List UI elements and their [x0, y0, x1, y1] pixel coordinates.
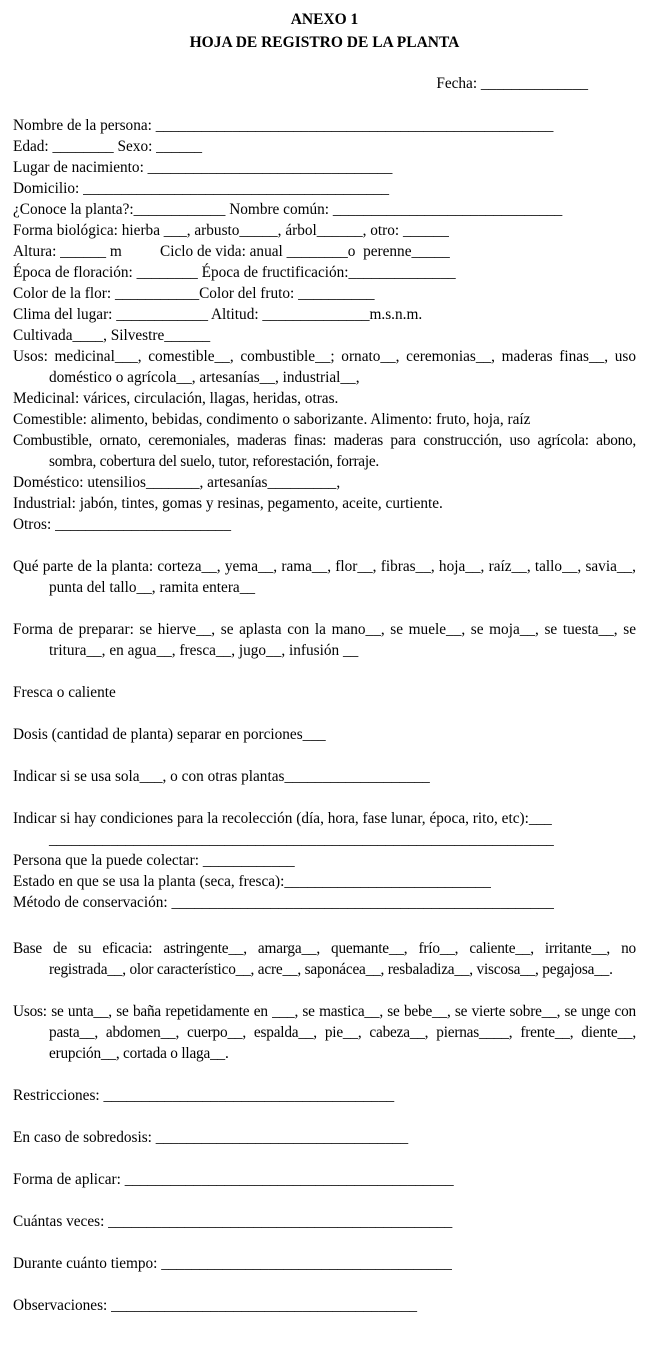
fuel-line: Combustible, ornato, ceremoniales, maderas finas: maderas para construcción, uso agrícola: abono, sombra, cobertura del suelo, tutor, reforestación, forraje.	[13, 432, 636, 470]
domestic-line: Doméstico: utensilios_______, artesanías_________,	[13, 474, 341, 491]
height-lifecycle-field: Altura: ______ m Ciclo de vida: anual ________o perenne_____	[13, 243, 450, 260]
color-field: Color de la flor: ___________Color del fruto: __________	[13, 285, 375, 302]
dose-field: Dosis (cantidad de planta) separar en porciones___	[13, 726, 326, 743]
plant-part-field: Qué parte de la planta: corteza__, yema__, rama__, flor__, fibras__, hoja__, raíz__, tallo__, savia__, punta del tallo__, ramita entera__	[13, 558, 636, 596]
edible-line: Comestible: alimento, bebidas, condimento o saborizante. Alimento: fruto, hoja, raíz	[13, 411, 531, 428]
cultivated-wild-field: Cultivada____, Silvestre______	[13, 327, 211, 344]
date-field: Fecha: ______________	[436, 75, 588, 92]
age-sex-field: Edad: ________ Sexo: ______	[13, 138, 203, 155]
frequency-field: Cuántas veces: _____________________________________________	[13, 1213, 453, 1230]
alone-or-combined-field: Indicar si se usa sola___, o con otras plantas___________________	[13, 768, 430, 785]
efficacy-field: Base de su eficacia: astringente__, amarga__, quemante__, frío__, caliente__, irritante__, no registrada__, olor característico__, acre__, saponácea__, resbaladiza__, viscosa__, pegajosa__.	[13, 940, 636, 978]
birthplace-field: Lugar de nacimiento: ________________________________	[13, 159, 393, 176]
observations-field: Observaciones: ________________________________________	[13, 1297, 418, 1314]
collector-field: Persona que la puede colectar: ____________	[13, 852, 295, 869]
address-field: Domicilio: ________________________________________	[13, 180, 390, 197]
usage-state-field: Estado en que se usa la planta (seca, fresca):___________________________	[13, 873, 491, 890]
restrictions-field: Restricciones: ______________________________________	[13, 1087, 395, 1104]
biological-form-field: Forma biológica: hierba ___, arbusto_____, árbol______, otro: ______	[13, 222, 449, 239]
preparation-field: Forma de preparar: se hierve__, se aplasta con la mano__, se muele__, se moja__, se tuesta__, se tritura__, en agua__, fresca__, jugo__, infusión __	[13, 621, 636, 659]
medicinal-line: Medicinal: várices, circulación, llagas, heridas, otras.	[13, 390, 339, 407]
knows-plant-field: ¿Conoce la planta?:____________ Nombre común: ______________________________	[13, 201, 563, 218]
fresh-hot-line: Fresca o caliente	[13, 684, 116, 701]
conservation-field: Método de conservación: __________________________________________________	[13, 894, 554, 911]
others-field: Otros: _______________________	[13, 516, 231, 533]
climate-altitude-field: Clima del lugar: ____________ Altitud: ______________m.s.n.m.	[13, 306, 423, 323]
uses-field: Usos: medicinal___, comestible__, combustible__; ornato__, ceremonias__, maderas finas__, uso doméstico o agrícola__, artesanías__, industrial__,	[13, 348, 636, 386]
overdose-field: En caso de sobredosis: _________________________________	[13, 1129, 409, 1146]
duration-field: Durante cuánto tiempo: ______________________________________	[13, 1255, 452, 1272]
annex-title: ANEXO 1	[290, 11, 359, 28]
season-field: Época de floración: ________ Época de fructificación:______________	[13, 264, 456, 281]
collection-conditions-field: Indicar si hay condiciones para la recolección (día, hora, fase lunar, época, rito, etc):___	[13, 810, 552, 827]
application-form-field: Forma de aplicar: ___________________________________________	[13, 1171, 454, 1188]
form-title: HOJA DE REGISTRO DE LA PLANTA	[189, 34, 460, 51]
industrial-line: Industrial: jabón, tintes, gomas y resinas, pegamento, aceite, curtiente.	[13, 495, 443, 512]
person-name-field: Nombre de la persona: ____________________________________________________	[13, 117, 554, 134]
application-uses-field: Usos: se unta__, se baña repetidamente en ___, se mastica__, se bebe__, se vierte sobre__, se unge con pasta__, abdomen__, cuerpo__, espalda__, pie__, cabeza__, piernas____, frente__, diente__, erupción__, cortada o llaga__.	[13, 1003, 636, 1062]
collection-conditions-line: __________________________________________________________________	[49, 831, 554, 848]
